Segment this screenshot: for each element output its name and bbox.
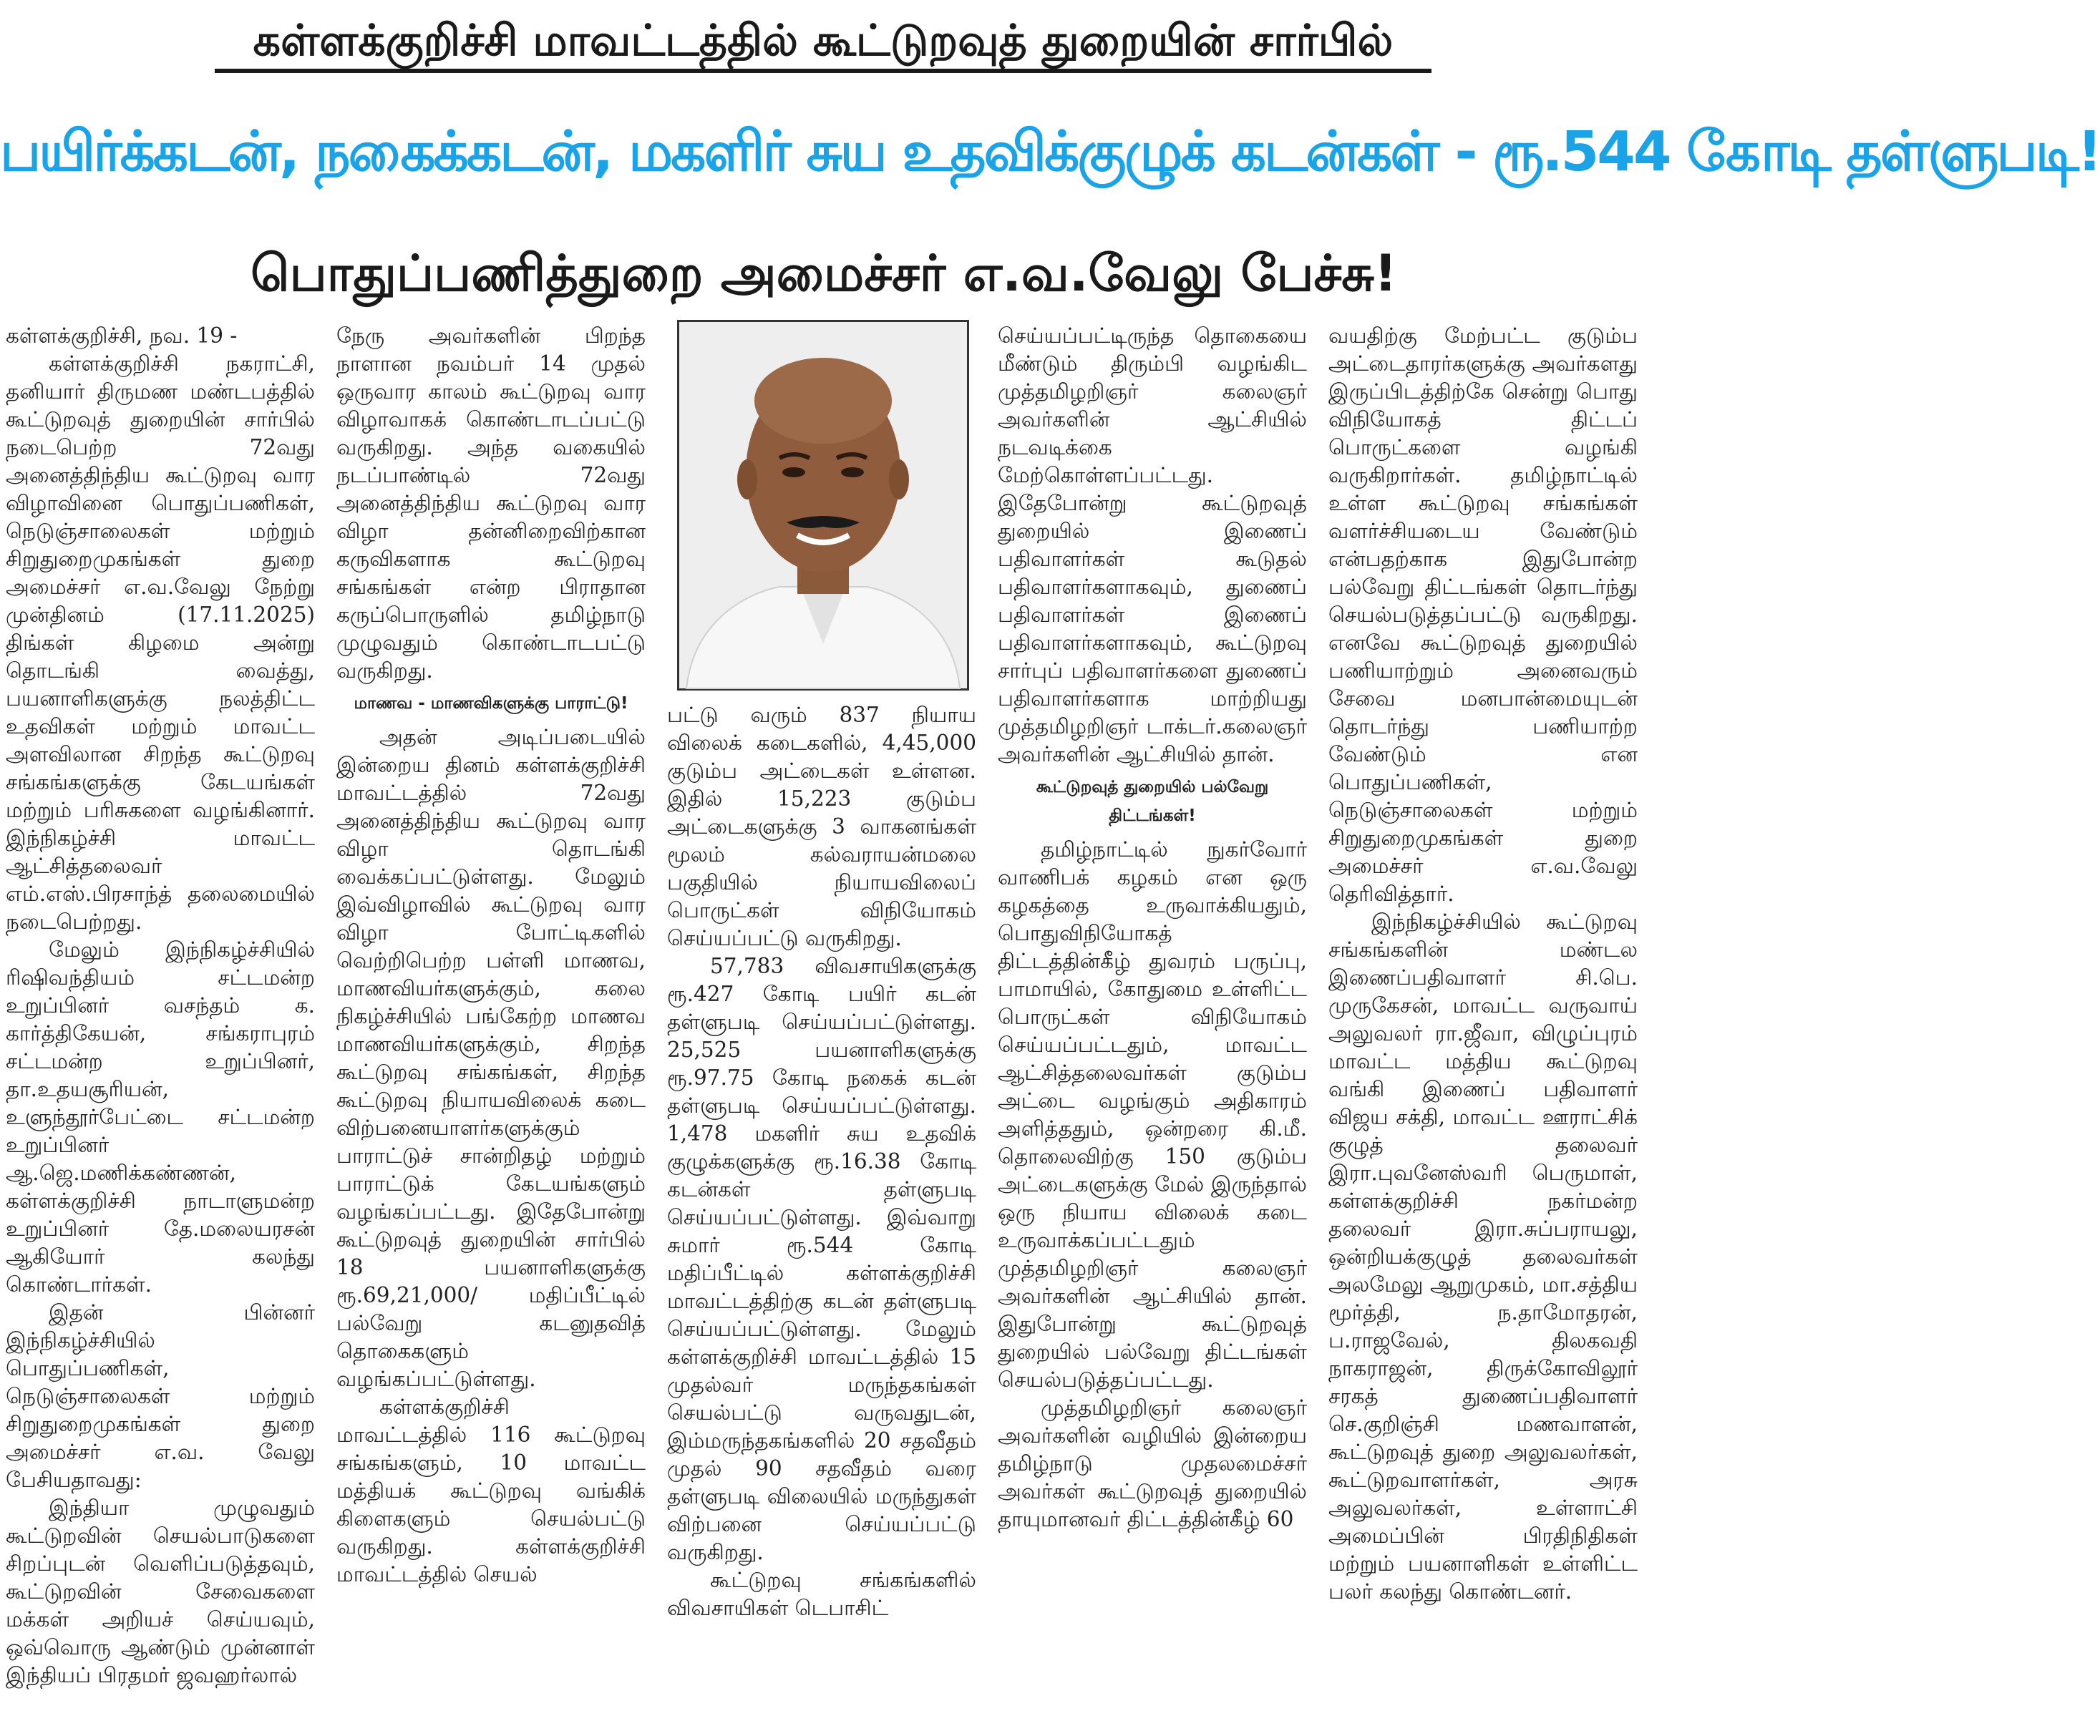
headline: பயிர்க்கடன், நகைக்கடன், மகளிர் சுய உதவிக்குழுக் கடன்கள் - ரூ.544 கோடி தள்ளுபடி! (0, 120, 2100, 184)
paragraph: இந்நிகழ்ச்சியில் கூட்டுறவு சங்கங்களின் மண்டல இணைப்பதிவாளர் சி.பெ. முருகேசன், மாவட்ட வருவாய் அலுவலர் ரா.ஜீவா, விழுப்புரம் மாவட்ட மத்திய கூட்டுறவு வங்கி இணைப் பதிவாளர் விஜய சக்தி, மாவட்ட ஊராட்சிக் குழுத் தலைவர் இரா.புவனேஸ்வரி பெருமாள், கள்ளக்குறிச்சி நகர்மன்ற தலைவர் இரா.சுப்பராயலு, ஒன்றியக்குழுத் தலைவர்கள் அலமேலு ஆறுமுகம், மா.சத்திய மூர்த்தி, ந.தாமோதரன், ப.ராஜவேல், திலகவதி நாகராஜன், திருக்கோவிலூர் சரகத் துணைப்பதிவாளர் செ.குறிஞ்சி மணவாளன், கூட்டுறவுத் துறை அலுவலர்கள், கூட்டுறவாளர்கள், அரசு அலுவலர்கள், உள்ளாட்சி அமைப்பின் பிரதிநிதிகள் மற்றும் பயனாளிகள் உள்ளிட்ட பலர் கலந்து கொண்டனர். (1328, 910, 1638, 1604)
section-subheading: கூட்டுறவுத் துறையில் பல்வேறு திட்டங்கள்! (1036, 778, 1269, 825)
section-subheading: மாணவ - மாணவிகளுக்கு பாராட்டு! (354, 694, 628, 713)
article-column-1 (6, 322, 315, 1732)
article-column-5 (1328, 322, 1638, 1732)
paragraph: செய்யப்பட்டிருந்த தொகையை மீண்டும் திரும்பி வழங்கிட முத்தமிழறிஞர் கலைஞர் அவர்களின் ஆட்சியில் நடவடிக்கை மேற்கொள்ளப்பட்டது. இதேபோன்று கூட்டுறவுத் துறையில் இணைப் பதிவாளர்கள் கூடுதல் பதிவாளர்களாகவும், துணைப் பதிவாளர்கள் இணைப் பதிவாளர்களாகவும், கூட்டுறவு சார்புப் பதிவாளர்களை துணைப் பதிவாளர்களாக மாற்றியது முத்தமிழறிஞர் டாக்டர்.கலைஞர் அவர்களின் ஆட்சியில் தான். (998, 323, 1307, 766)
dateline: கள்ளக்குறிச்சி, நவ. 19 - (6, 323, 238, 348)
subheadline: பொதுப்பணித்துறை அமைச்சர் எ.வ.வேலு பேச்சு! (251, 244, 1397, 303)
paragraph: இந்தியா முழுவதும் கூட்டுறவின் செயல்பாடுகளை சிறப்புடன் வெளிப்படுத்தவும், கூட்டுறவின் சேவைகளை மக்கள் அறியச் செய்யவும், ஒவ்வொரு ஆண்டும் முன்னாள் இந்தியப் பிரதமர் ஜவஹர்லால் (6, 1496, 315, 1687)
article-column-4 (998, 322, 1307, 1732)
paragraph: கூட்டுறவு சங்கங்களில் விவசாயிகள் டெபாசிட் (667, 1568, 976, 1620)
paragraph: கள்ளக்குறிச்சி நகராட்சி, தனியார் திருமண மண்டபத்தில் கூட்டுறவுத் துறையின் சார்பில் நடைபெற்ற 72வது அனைத்திந்திய கூட்டுறவு வார விழாவினை பொதுப்பணிகள், நெடுஞ்சாலைகள் மற்றும் சிறுதுறைமுகங்கள் துறை அமைச்சர் எ.வ.வேலு நேற்று முன்தினம் (17.11.2025) திங்கள் கிழமை அன்று தொடங்கி வைத்து, பயனாளிகளுக்கு நலத்திட்ட உதவிகள் மற்றும் மாவட்ட அளவிலான சிறந்த கூட்டுறவு சங்கங்களுக்கு கேடயங்கள் மற்றும் பரிசுகளை வழங்கினார். இந்நிகழ்ச்சி மாவட்ட ஆட்சித்தலைவர் எம்.எஸ்.பிரசாந்த் தலைமையில் நடைபெற்றது. (6, 351, 315, 934)
portrait-photo (677, 320, 969, 691)
paragraph: பட்டு வரும் 837 நியாய விலைக் கடைகளில், 4,45,000 குடும்ப அட்டைகள் உள்ளன. இதில் 15,223 குடும்ப அட்டைகளுக்கு 3 வாகனங்கள் மூலம் கல்வராயன்மலை பகுதியில் நியாயவிலைப் பொருட்கள் விநியோகம் செய்யப்பட்டு வருகிறது. (667, 703, 976, 950)
paragraph: தமிழ்நாட்டில் நுகர்வோர் வாணிபக் கழகம் என ஒரு கழகத்தை உருவாக்கியதும், பொதுவிநியோகத் திட்டத்தின்கீழ் துவரம் பருப்பு, பாமாயில், கோதுமை உள்ளிட்ட பொருட்கள் விநியோகம் செய்யப்பட்டதும், மாவட்ட ஆட்சித்தலைவர்கள் குடும்ப அட்டை வழங்கும் அதிகாரம் அளித்ததும், ஒன்றரை கி.மீ. தொலைவிற்கு 150 குடும்ப அட்டைகளுக்கு மேல் இருந்தால் ஒரு நியாய விலைக் கடை உருவாக்கப்பட்டதும் முத்தமிழறிஞர் கலைஞர் அவர்களின் ஆட்சியில் தான். இதுபோன்று கூட்டுறவுத் துறையில் பல்வேறு திட்டங்கள் செயல்படுத்தப்பட்டது. (998, 837, 1307, 1392)
paragraph: 57,783 விவசாயிகளுக்கு ரூ.427 கோடி பயிர் கடன் தள்ளுபடி செய்யப்பட்டுள்ளது. 25,525 பயனாளிகளுக்கு ரூ.97.75 கோடி நகைக் கடன் தள்ளுபடி செய்யப்பட்டுள்ளது. 1,478 மகளிர் சுய உதவிக் குழுக்களுக்கு ரூ.16.38 கோடி கடன்கள் தள்ளுபடி செய்யப்பட்டுள்ளது. இவ்வாறு சுமார் ரூ.544 கோடி மதிப்பீட்டில் கள்ளக்குறிச்சி மாவட்டத்திற்கு கடன் தள்ளுபடி செய்யப்பட்டுள்ளது. மேலும் கள்ளக்குறிச்சி மாவட்டத்தில் 15 முதல்வர் மருந்தகங்கள் செயல்பட்டு வருவதுடன், இம்மருந்தகங்களில் 20 சதவீதம் முதல் 90 சதவீதம் வரை தள்ளுபடி விலையில் மருந்துகள் விற்பனை செய்யப்பட்டு வருகிறது. (667, 954, 976, 1564)
article-column-2 (336, 322, 646, 1732)
paragraph: முத்தமிழறிஞர் கலைஞர் அவர்களின் வழியில் இன்றைய தமிழ்நாடு முதலமைச்சர் அவர்கள் கூட்டுறவுத் துறையில் தாயுமானவர் திட்டத்தின்கீழ் 60 (998, 1395, 1307, 1531)
kicker-line: கள்ளக்குறிச்சி மாவட்டத்தில் கூட்டுறவுத் துறையின் சார்பில் (215, 13, 1431, 73)
paragraph: மேலும் இந்நிகழ்ச்சியில் ரிஷிவந்தியம் சட்டமன்ற உறுப்பினர் வசந்தம் க. கார்த்திகேயன், சங்கராபுரம் சட்டமன்ற உறுப்பினர், தா.உதயசூரியன், உளுந்தூர்பேட்டை சட்டமன்ற உறுப்பினர் ஆ.ஜெ.மணிக்கண்ணன், கள்ளக்குறிச்சி நாடாளுமன்ற உறுப்பினர் தே.மலையரசன் ஆகியோர் கலந்து கொண்டார்கள். (6, 937, 315, 1297)
paragraph: கள்ளக்குறிச்சி மாவட்டத்தில் 116 கூட்டுறவு சங்கங்களும், 10 மாவட்ட மத்தியக் கூட்டுறவு வங்கிக் கிளைகளும் செயல்பட்டு வருகிறது. கள்ளக்குறிச்சி மாவட்டத்தில் செயல் (336, 1395, 646, 1586)
paragraph: வயதிற்கு மேற்பட்ட குடும்ப அட்டைதாரர்களுக்கு அவர்களது இருப்பிடத்திற்கே சென்று பொது விநியோகத் திட்டப் பொருட்களை வழங்கி வருகிறார்கள். தமிழ்நாட்டில் உள்ள கூட்டுறவு சங்கங்கள் வளர்ச்சியடைய வேண்டும் என்பதற்காக இதுபோன்ற பல்வேறு திட்டங்கள் தொடர்ந்து செயல்படுத்தப்பட்டு வருகிறது. எனவே கூட்டுறவுத் துறையில் பணியாற்றும் அனைவரும் சேவை மனபான்மையுடன் தொடர்ந்து பணியாற்ற வேண்டும் என பொதுப்பணிகள், நெடுஞ்சாலைகள் மற்றும் சிறுதுறைமுகங்கள் துறை அமைச்சர் எ.வ.வேலு தெரிவித்தார். (1328, 323, 1638, 906)
portrait-icon (679, 322, 967, 688)
paragraph: இதன் பின்னர் இந்நிகழ்ச்சியில் பொதுப்பணிகள், நெடுஞ்சாலைகள் மற்றும் சிறுதுறைமுகங்கள் துறை அமைச்சர் எ.வ. வேலு பேசியதாவது: (6, 1300, 315, 1492)
article-column-3 (667, 701, 976, 1732)
paragraph: அதன் அடிப்படையில் இன்றைய தினம் கள்ளக்குறிச்சி மாவட்டத்தில் 72வது அனைத்திந்திய கூட்டுறவு வார விழா தொடங்கி வைக்கப்பட்டுள்ளது. மேலும் இவ்விழாவில் கூட்டுறவு வார விழா போட்டிகளில் வெற்றிபெற்ற பள்ளி மாணவ, மாணவியர்களுக்கும், கலை நிகழ்ச்சியில் பங்கேற்ற மாணவ மாணவியர்களுக்கும், சிறந்த கூட்டுறவு சங்கங்கள், சிறந்த கூட்டுறவு நியாயவிலைக் கடை விற்பனையாளர்களுக்கும் பாராட்டுச் சான்றிதழ் மற்றும் பாராட்டுக் கேடயங்களும் வழங்கப்பட்டது. இதேபோன்று கூட்டுறவுத் துறையின் சார்பில் 18 பயனாளிகளுக்கு ரூ.69,21,000/ மதிப்பீட்டில் பல்வேறு கடனுதவித் தொகைகளும் வழங்கப்பட்டுள்ளது. (336, 725, 646, 1391)
paragraph: நேரு அவர்களின் பிறந்த நாளான நவம்பர் 14 முதல் ஒருவார காலம் கூட்டுறவு வார விழாவாகக் கொண்டாடப்பட்டு வருகிறது. அந்த வகையில் நடப்பாண்டில் 72வது அனைத்திந்திய கூட்டுறவு வார விழா தன்னிறைவிற்கான கருவிகளாக கூட்டுறவு சங்கங்கள் என்ற பிராதான கருப்பொருளில் தமிழ்நாடு முழுவதும் கொண்டாடபட்டு வருகிறது. (336, 323, 646, 683)
